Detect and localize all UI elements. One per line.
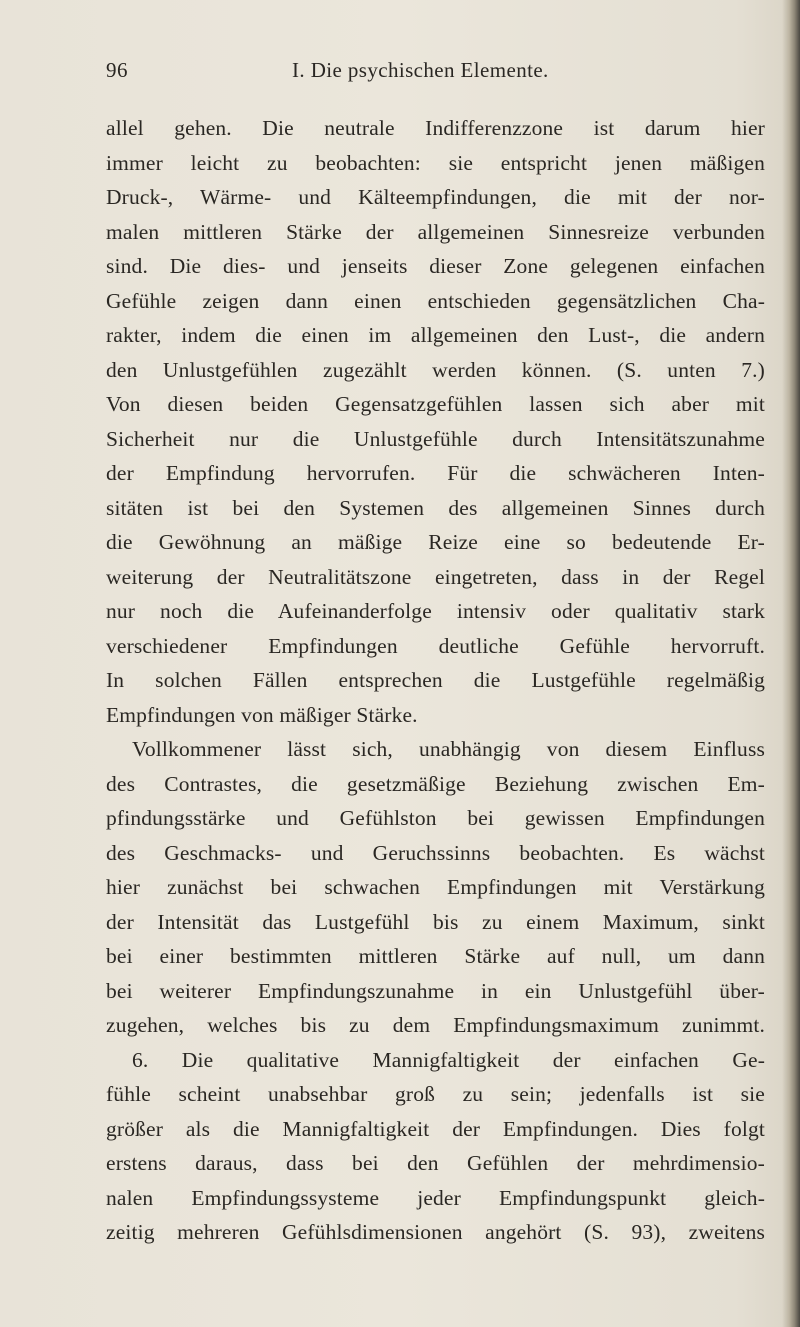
text-line: Gefühle zeigen dann einen entschieden gegensätzlichen Cha- <box>106 288 765 313</box>
text-line: fühle scheint unabsehbar groß zu sein; jedenfalls ist sie <box>106 1082 765 1106</box>
text-line: verschiedener Empfindungen deutliche Gefühle hervorruft. <box>106 633 765 658</box>
text-line: bei weiterer Empfindungszunahme in ein Unlustgefühl über- <box>106 978 765 1003</box>
text-line: des Geschmacks- und Geruchssinns beobachten. Es wächst <box>106 840 765 865</box>
text-line: malen mittleren Stärke der allgemeinen Sinnesreize verbunden <box>106 219 765 244</box>
text-line: pfindungsstärke und Gefühlston bei gewissen Empfindungen <box>106 806 765 830</box>
text-line: Empfindungen von mäßiger Stärke. <box>106 702 418 727</box>
text-line: Vollkommener lässt sich, unabhängig von diesem Einfluss <box>132 737 765 761</box>
text-line: Von diesen beiden Gegensatzgefühlen lassen sich aber mit <box>106 392 765 416</box>
text-line: zugehen, welches bis zu dem Empfindungsmaximum zunimmt. <box>106 1013 765 1037</box>
text-line: hier zunächst bei schwachen Empfindungen mit Verstärkung <box>106 875 765 899</box>
body-text <box>106 111 765 1250</box>
text-line: den Unlustgefühlen zugezählt werden können. (S. unten 7.) <box>106 357 765 382</box>
text-line: 6. Die qualitative Mannigfaltigkeit der einfachen Ge- <box>132 1047 765 1072</box>
text-line: der Intensität das Lustgefühl bis zu einem Maximum, sinkt <box>106 909 765 934</box>
text-line: allel gehen. Die neutrale Indifferenzzone ist darum hier <box>106 116 765 140</box>
text-line: sitäten ist bei den Systemen des allgemeinen Sinnes durch <box>106 495 765 520</box>
text-line: erstens daraus, dass bei den Gefühlen der mehrdimensio- <box>106 1151 765 1175</box>
text-line: der Empfindung hervorrufen. Für die schwächeren Inten- <box>106 461 765 485</box>
text-line: weiterung der Neutralitätszone eingetreten, dass in der Regel <box>106 564 765 589</box>
text-line: nur noch die Aufeinanderfolge intensiv oder qualitativ stark <box>106 599 765 623</box>
page-header <box>106 58 766 90</box>
text-line: In solchen Fällen entsprechen die Lustgefühle regelmäßig <box>106 668 765 692</box>
text-line: sind. Die dies- und jenseits dieser Zone gelegenen einfachen <box>106 254 765 278</box>
running-title: I. Die psychischen Elemente. <box>292 58 549 82</box>
text-line: rakter, indem die einen im allgemeinen den Lust-, die andern <box>106 323 765 347</box>
text-line: immer leicht zu beobachten: sie entspricht jenen mäßigen <box>106 150 765 175</box>
page-edge-shadow <box>782 0 800 1327</box>
text-line: bei einer bestimmten mittleren Stärke auf null, um dann <box>106 944 765 968</box>
page-number: 96 <box>106 58 128 82</box>
text-line: Sicherheit nur die Unlustgefühle durch Intensitätszunahme <box>106 426 765 451</box>
text-line: zeitig mehreren Gefühlsdimensionen angehört (S. 93), zweitens <box>106 1220 765 1244</box>
text-line: des Contrastes, die gesetzmäßige Beziehung zwischen Em- <box>106 771 765 796</box>
text-line: die Gewöhnung an mäßige Reize eine so bedeutende Er- <box>106 530 765 554</box>
text-line: Druck-, Wärme- und Kälteempfindungen, die mit der nor- <box>106 185 765 209</box>
text-line: größer als die Mannigfaltigkeit der Empfindungen. Dies folgt <box>106 1116 765 1141</box>
text-line: nalen Empfindungssysteme jeder Empfindungspunkt gleich- <box>106 1185 765 1210</box>
